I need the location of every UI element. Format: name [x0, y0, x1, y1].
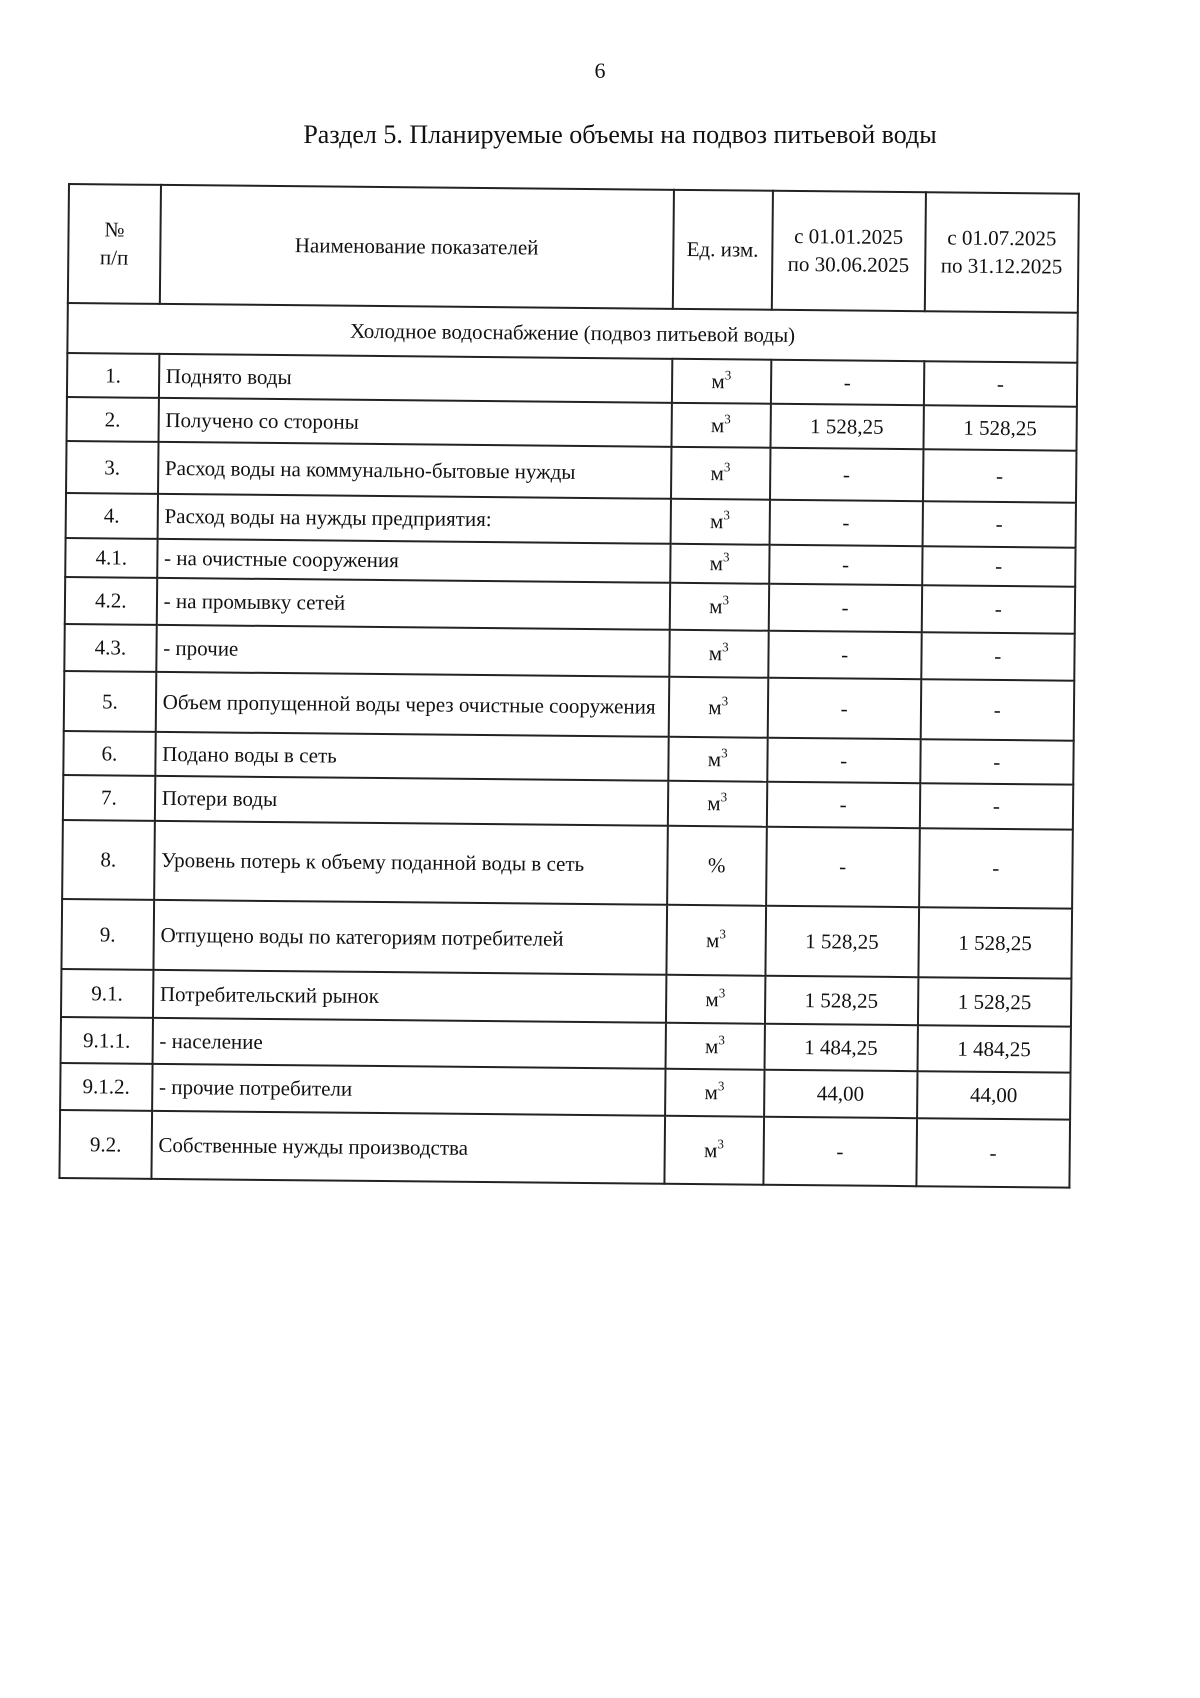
row-value-period1: -: [770, 448, 924, 501]
row-name: - на промывку сетей: [156, 578, 669, 630]
row-value-period1: 1 528,25: [765, 976, 919, 1025]
row-num: 3.: [66, 441, 158, 494]
row-name: - прочие: [156, 625, 669, 677]
header-num: [68, 184, 161, 304]
unit-text: %: [707, 853, 726, 878]
table-row: [64, 671, 1075, 741]
unit-sup: 3: [723, 458, 731, 474]
row-value-period1: -: [766, 827, 920, 907]
row-num: 4.3.: [64, 624, 156, 672]
unit-sup: 3: [722, 549, 730, 565]
unit-text: м: [704, 1033, 719, 1058]
row-num: 9.1.2.: [60, 1063, 152, 1111]
row-num: 5.: [64, 671, 156, 732]
row-unit: [670, 544, 769, 584]
unit-text: м: [710, 460, 724, 485]
row-value-period2: -: [919, 828, 1073, 908]
row-unit: [667, 826, 767, 906]
row-value-period2: 1 528,25: [923, 405, 1077, 450]
unit-text: м: [707, 791, 721, 816]
row-name: Получено со стороны: [158, 398, 671, 447]
water-volume-table: [58, 183, 1080, 1189]
row-value-period2: 1 528,25: [918, 907, 1072, 978]
unit-sup: 3: [717, 1135, 724, 1151]
row-num: 9.: [61, 899, 153, 970]
row-unit: [665, 1023, 764, 1070]
unit-sup: 3: [717, 1078, 725, 1094]
row-num: 8.: [62, 820, 154, 900]
unit-sup: 3: [723, 507, 730, 523]
row-name: Расход воды на нужды предприятия:: [157, 494, 670, 544]
header-name: Наименование показателей: [160, 185, 674, 309]
header-period1: [771, 191, 925, 311]
row-value-period1: -: [763, 1117, 917, 1186]
unit-sup: 3: [718, 984, 726, 1000]
row-value-period1: -: [766, 782, 920, 828]
row-value-period2: -: [920, 679, 1074, 740]
unit-text: м: [708, 641, 723, 666]
row-name: Потребительский рынок: [153, 970, 666, 1023]
row-value-period2: -: [921, 585, 1075, 633]
row-name: Объем пропущенной воды через очистные сооружения: [155, 672, 669, 737]
table-row: [59, 1110, 1070, 1188]
row-value-period2: -: [920, 783, 1074, 829]
row-unit: [668, 737, 767, 782]
row-num: 4.2.: [65, 577, 157, 625]
row-value-period1: 1 484,25: [764, 1024, 918, 1071]
header-num-line1: №: [104, 217, 125, 242]
row-value-period1: -: [767, 678, 921, 739]
unit-text: м: [703, 1137, 718, 1162]
unit-sup: 3: [721, 744, 728, 760]
row-name: Отпущено воды по категориям потребителей: [153, 900, 667, 975]
section-title: Раздел 5. Планируемые объемы на подвоз питьевой воды: [303, 120, 937, 149]
header-period2-line1: с 01.07.2025: [947, 225, 1057, 251]
row-unit: [668, 677, 767, 738]
row-value-period2: 1 528,25: [918, 977, 1072, 1026]
group-title: Холодное водоснабжение (подвоз питьевой воды): [67, 303, 1077, 363]
unit-text: м: [707, 746, 722, 771]
row-value-period1: -: [770, 360, 924, 405]
unit-sup: 3: [720, 789, 728, 805]
row-num: 2.: [67, 397, 159, 442]
row-value-period2: 44,00: [917, 1071, 1071, 1119]
page-number: 6: [594, 58, 606, 83]
row-unit: [664, 1116, 763, 1185]
row-unit: [669, 630, 768, 678]
row-num: 9.2.: [59, 1110, 151, 1179]
row-value-period2: -: [921, 632, 1075, 680]
header-num-line2: п/п: [99, 244, 129, 270]
unit-text: м: [709, 594, 723, 619]
row-name: Собственные нужды производства: [151, 1111, 665, 1184]
row-name: - население: [152, 1018, 665, 1069]
unit-text: м: [710, 412, 725, 437]
row-num: 1.: [67, 353, 159, 398]
row-value-period2: -: [922, 501, 1076, 547]
row-name: Потери воды: [155, 776, 668, 826]
table-row: [66, 441, 1076, 503]
unit-sup: 3: [719, 925, 726, 941]
table-row: [61, 899, 1072, 979]
row-unit: [671, 447, 770, 500]
row-name: Расход воды на коммунально-бытовые нужды: [158, 442, 672, 499]
row-name: Поднято воды: [159, 354, 672, 403]
row-value-period2: -: [916, 1118, 1070, 1187]
row-unit: [666, 905, 765, 976]
row-value-period1: -: [769, 500, 923, 546]
row-value-period1: 44,00: [764, 1070, 918, 1118]
header-unit: Ед. изм.: [673, 190, 773, 310]
header-period1-line1: с 01.01.2025: [794, 224, 904, 250]
header-period2: [925, 192, 1079, 312]
row-value-period1: 1 528,25: [770, 404, 924, 449]
unit-sup: 3: [718, 1031, 725, 1047]
row-unit: [670, 499, 769, 545]
row-value-period2: -: [922, 546, 1076, 586]
row-value-period1: 1 528,25: [765, 906, 919, 977]
unit-sup: 3: [724, 366, 732, 382]
row-value-period1: -: [768, 584, 922, 632]
unit-sup: 3: [722, 639, 729, 655]
table-header-row: [68, 184, 1079, 313]
row-value-period1: -: [768, 631, 922, 679]
row-name: Уровень потерь к объему поданной воды в сеть: [154, 821, 668, 905]
unit-text: м: [708, 694, 722, 719]
row-num: 7.: [63, 775, 155, 821]
row-name: - прочие потребители: [152, 1064, 665, 1116]
unit-text: м: [705, 986, 719, 1011]
unit-sup: 3: [721, 692, 729, 708]
row-unit: [672, 359, 771, 404]
row-num: 6.: [63, 731, 155, 776]
unit-text: м: [709, 509, 724, 534]
unit-sup: 3: [724, 410, 731, 426]
table-row: [62, 820, 1073, 909]
row-value-period2: -: [923, 449, 1077, 502]
row-num: 4.1.: [65, 538, 157, 578]
row-value-period2: -: [920, 739, 1074, 784]
unit-text: м: [711, 368, 725, 393]
header-period1-line2: по 30.06.2025: [787, 251, 910, 277]
row-unit: [668, 781, 767, 827]
row-unit: [671, 403, 770, 448]
row-num: 9.1.: [61, 969, 153, 1018]
row-name: - на очистные сооружения: [157, 539, 670, 583]
row-value-period2: 1 484,25: [917, 1025, 1071, 1072]
row-value-period2: -: [924, 361, 1078, 406]
row-unit: [665, 1069, 764, 1117]
unit-text: м: [709, 551, 724, 576]
unit-text: м: [704, 1080, 718, 1105]
row-num: 9.1.1.: [61, 1017, 153, 1064]
row-value-period1: -: [767, 738, 921, 783]
header-period2-line2: по 31.12.2025: [940, 252, 1063, 279]
row-unit: [670, 583, 769, 631]
row-name: Подано воды в сеть: [155, 732, 668, 781]
row-unit: [666, 975, 765, 1024]
row-value-period1: -: [769, 545, 923, 585]
row-num: 4.: [66, 493, 158, 539]
unit-text: м: [705, 927, 720, 952]
unit-sup: 3: [722, 592, 730, 608]
